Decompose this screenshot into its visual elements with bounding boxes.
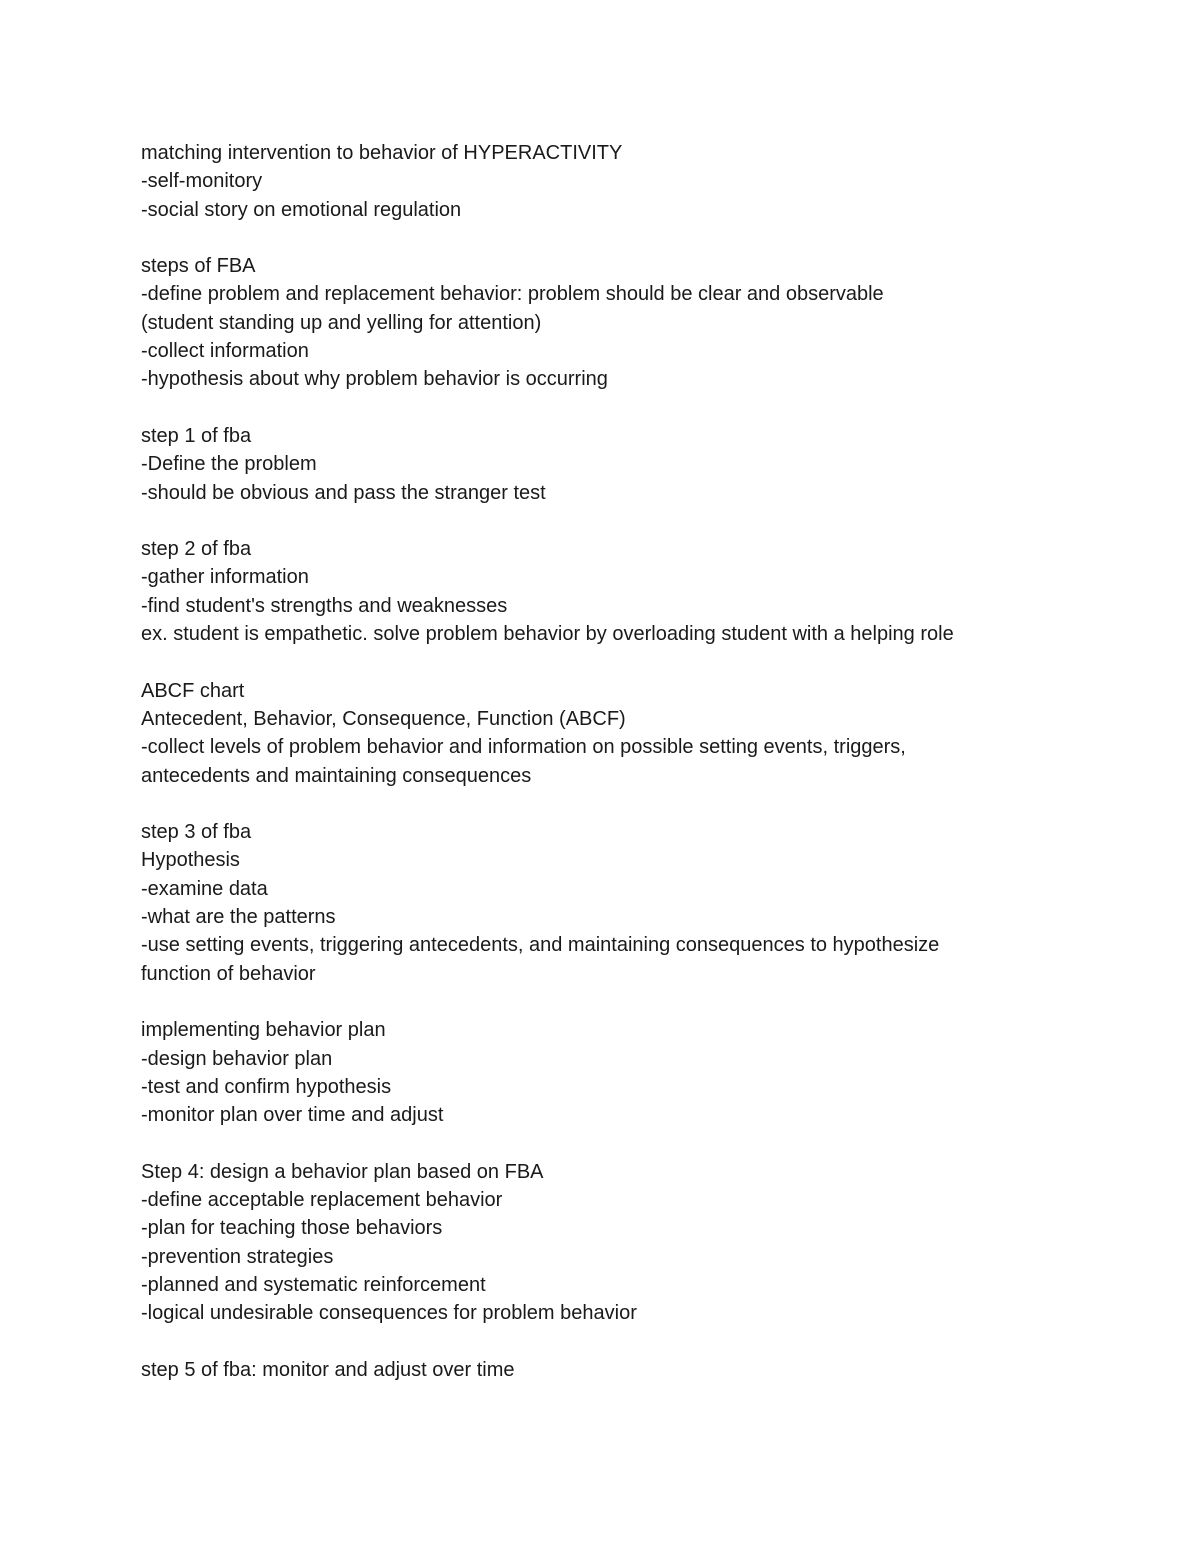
section-abcf-chart xyxy=(141,677,1141,790)
list-item: -design behavior plan xyxy=(141,1047,333,1070)
paragraph-spacer xyxy=(141,394,1141,422)
list-item: -collect levels of problem behavior and information on possible setting events, triggers, xyxy=(141,736,906,759)
section-implementing-behavior-plan xyxy=(141,1016,1141,1129)
section-heading: ABCF chart xyxy=(141,679,245,702)
section-hyperactivity-interventions xyxy=(141,139,1141,224)
section-step-4 xyxy=(141,1158,1141,1328)
list-item: ex. student is empathetic. solve problem behavior by overloading student with a helping role xyxy=(141,623,954,646)
list-item: -use setting events, triggering antecedents, and maintaining consequences to hypothesize xyxy=(141,934,940,957)
list-item: -gather information xyxy=(141,566,309,589)
list-item: -logical undesirable consequences for problem behavior xyxy=(141,1302,637,1325)
list-item: -collect information xyxy=(141,340,309,363)
list-item: -define acceptable replacement behavior xyxy=(141,1188,503,1211)
paragraph-spacer xyxy=(141,1327,1141,1355)
paragraph-spacer xyxy=(141,1129,1141,1157)
list-item: -define problem and replacement behavior: problem should be clear and observable xyxy=(141,283,884,306)
paragraph-spacer xyxy=(141,988,1141,1016)
list-item: -test and confirm hypothesis xyxy=(141,1075,392,1098)
section-heading: step 3 of fba xyxy=(141,821,252,844)
list-item: function of behavior xyxy=(141,962,316,985)
document-body xyxy=(141,139,1141,1384)
section-step-3 xyxy=(141,818,1141,988)
paragraph-spacer xyxy=(141,648,1141,676)
list-item: -should be obvious and pass the stranger test xyxy=(141,481,546,504)
list-item: -prevention strategies xyxy=(141,1245,334,1268)
list-item: Hypothesis xyxy=(141,849,240,872)
section-heading: step 1 of fba xyxy=(141,424,252,447)
section-heading: implementing behavior plan xyxy=(141,1019,386,1042)
section-step-2 xyxy=(141,535,1141,648)
section-step-1 xyxy=(141,422,1141,507)
list-item: -hypothesis about why problem behavior is occurring xyxy=(141,368,608,391)
paragraph-spacer xyxy=(141,507,1141,535)
paragraph-spacer xyxy=(141,224,1141,252)
list-item: -social story on emotional regulation xyxy=(141,198,462,221)
list-item: -Define the problem xyxy=(141,453,317,476)
section-heading: matching intervention to behavior of HYPERACTIVITY xyxy=(141,142,623,164)
list-item: -examine data xyxy=(141,877,268,900)
section-heading: step 5 of fba: monitor and adjust over time xyxy=(141,1358,515,1381)
list-item: -what are the patterns xyxy=(141,906,336,929)
section-step-5 xyxy=(141,1356,1141,1384)
list-item: Antecedent, Behavior, Consequence, Function (ABCF) xyxy=(141,707,626,730)
list-item: -planned and systematic reinforcement xyxy=(141,1273,486,1296)
section-steps-of-fba xyxy=(141,252,1141,393)
list-item: -self-monitory xyxy=(141,170,263,193)
list-item: antecedents and maintaining consequences xyxy=(141,764,532,787)
list-item: -monitor plan over time and adjust xyxy=(141,1104,444,1127)
section-heading: steps of FBA xyxy=(141,255,256,278)
list-item: -find student's strengths and weaknesses xyxy=(141,594,508,617)
list-item: -plan for teaching those behaviors xyxy=(141,1217,443,1240)
paragraph-spacer xyxy=(141,790,1141,818)
section-heading: Step 4: design a behavior plan based on FBA xyxy=(141,1160,544,1183)
section-heading: step 2 of fba xyxy=(141,538,252,561)
list-item: (student standing up and yelling for attention) xyxy=(141,311,542,334)
